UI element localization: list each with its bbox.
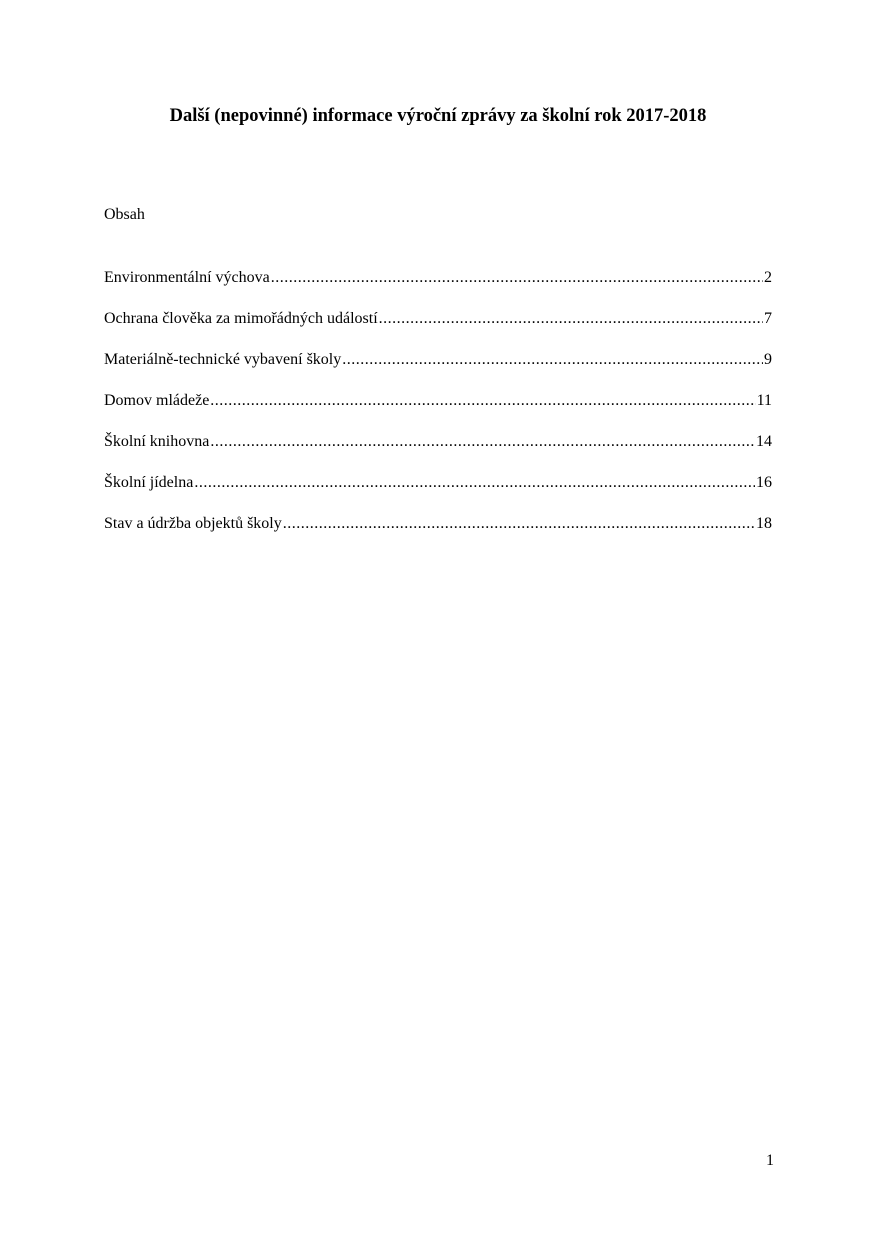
- toc-entry-page: 16: [756, 474, 772, 491]
- toc-entry-page: 11: [756, 392, 772, 409]
- toc-entry-page: 18: [756, 515, 772, 532]
- toc-entry-page: 7: [764, 310, 772, 327]
- toc-entry-page: 2: [764, 269, 772, 286]
- toc-dot-leader: [210, 431, 755, 453]
- toc-heading: Obsah: [104, 206, 145, 223]
- toc-entry-label: Domov mládeže: [104, 392, 210, 409]
- toc-entry-page: 9: [764, 351, 772, 368]
- toc-dot-leader: [271, 267, 763, 289]
- toc-dot-leader: [283, 513, 755, 535]
- toc-entry-domov-mladeze[interactable]: [104, 390, 772, 431]
- toc-entry-label: Ochrana člověka za mimořádných událostí: [104, 310, 378, 327]
- toc-entry-environmentalni-vychova[interactable]: [104, 267, 772, 308]
- toc-entry-label: Školní knihovna: [104, 433, 210, 450]
- toc-entry-ochrana-cloveka[interactable]: [104, 308, 772, 349]
- toc-dot-leader: [194, 472, 755, 494]
- toc-dot-leader: [342, 349, 763, 371]
- toc-entry-label: Materiálně-technické vybavení školy: [104, 351, 342, 368]
- toc-entry-label: Environmentální výchova: [104, 269, 270, 286]
- toc-entry-skolni-knihovna[interactable]: [104, 431, 772, 472]
- toc-entry-label: Stav a údržba objektů školy: [104, 515, 282, 532]
- toc-entry-page: 14: [756, 433, 772, 450]
- toc-entry-skolni-jidelna[interactable]: [104, 472, 772, 513]
- document-title: Další (nepovinné) informace výroční zprávy za školní rok 2017-2018: [169, 106, 707, 126]
- page-number: 1: [766, 1152, 774, 1169]
- toc-dot-leader: [379, 308, 763, 330]
- toc-dot-leader: [210, 390, 755, 412]
- toc-entry-label: Školní jídelna: [104, 474, 194, 491]
- toc-entry-materialne-technicke-vybaveni[interactable]: [104, 349, 772, 390]
- toc-entry-stav-a-udrzba-objektu[interactable]: [104, 513, 772, 554]
- table-of-contents: [104, 267, 772, 554]
